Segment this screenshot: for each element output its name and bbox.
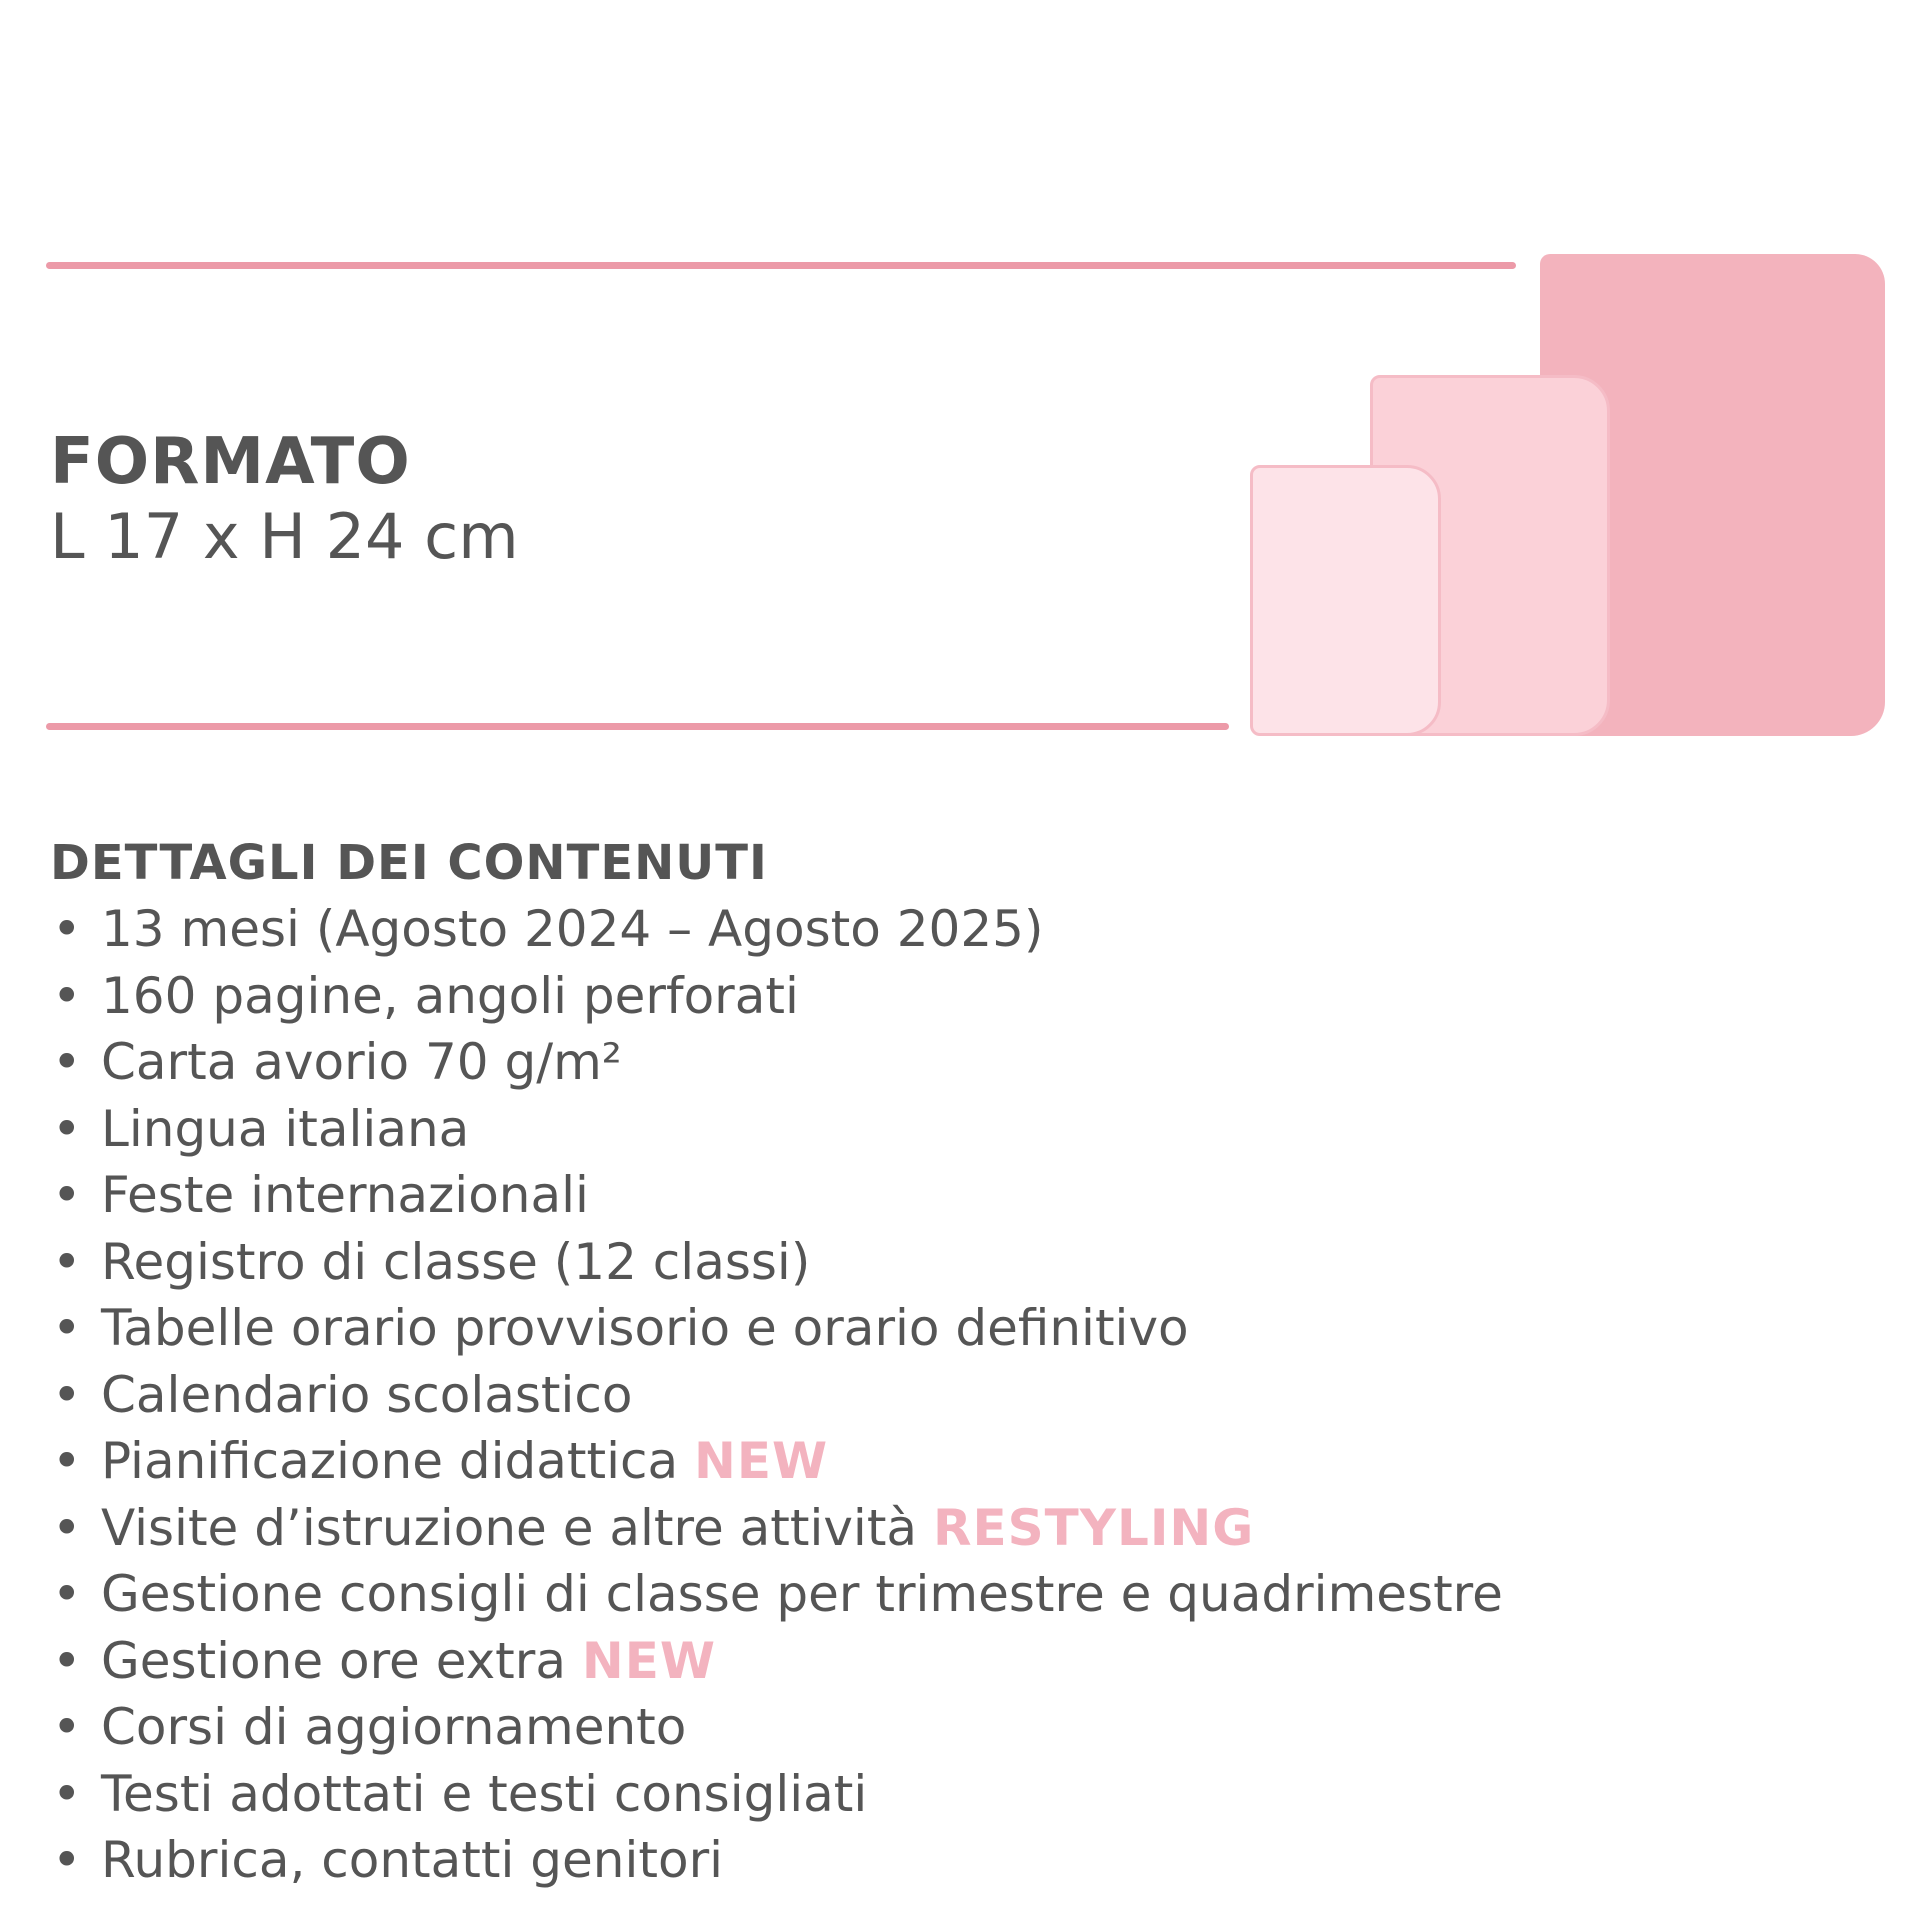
bullet-icon: •: [52, 1631, 82, 1690]
list-item: [50, 1827, 1890, 1894]
list-item-text: Calendario scolastico: [101, 1365, 633, 1424]
content-details-section: [50, 830, 1890, 1894]
list-item: [50, 1362, 1890, 1429]
paper-sizes-icon: [1250, 254, 1890, 738]
list-item-text: Tabelle orario provvisorio e orario definitivo: [101, 1299, 1189, 1357]
list-item: [50, 1229, 1890, 1296]
bullet-icon: •: [52, 1831, 82, 1889]
list-item-text: Corsi di aggiornamento: [101, 1698, 687, 1756]
list-item-text: Registro di classe (12 classi): [101, 1232, 811, 1291]
bullet-icon: •: [52, 1432, 82, 1490]
status-badge: NEW: [694, 1432, 829, 1490]
format-section: [50, 425, 519, 575]
list-item: [50, 1295, 1890, 1362]
bullet-icon: •: [52, 1033, 82, 1091]
list-item: [50, 963, 1890, 1030]
format-dimensions: L 17 x H 24 cm: [50, 500, 519, 573]
bottom-divider: [46, 723, 1229, 730]
list-item: [50, 1561, 1890, 1628]
list-item: [50, 1096, 1890, 1163]
list-item: [50, 1761, 1890, 1828]
list-item-text: 13 mesi (Agosto 2024 – Agosto 2025): [101, 900, 1044, 958]
list-item-text: Gestione ore extra: [101, 1631, 566, 1690]
list-item-text: Rubrica, contatti genitori: [101, 1831, 724, 1889]
status-badge: NEW: [581, 1631, 717, 1690]
list-item: [50, 1029, 1890, 1096]
list-item-text: Pianificazione didattica: [101, 1432, 679, 1490]
list-item: [50, 1694, 1890, 1761]
small-sheet-icon: [1250, 465, 1441, 736]
bullet-icon: •: [52, 966, 82, 1025]
list-item: [50, 896, 1890, 963]
bullet-icon: •: [52, 1166, 82, 1224]
details-title: DETTAGLI DEI CONTENUTI: [50, 835, 768, 891]
bullet-icon: •: [52, 1232, 82, 1291]
list-item-text: 160 pagine, angoli perforati: [101, 966, 799, 1025]
bullet-icon: •: [52, 900, 82, 958]
bullet-icon: •: [52, 1299, 82, 1357]
list-item-text: Lingua italiana: [101, 1099, 470, 1158]
bullet-icon: •: [52, 1099, 82, 1158]
details-list: [50, 896, 1890, 1894]
format-title: FORMATO: [50, 425, 411, 499]
status-badge: RESTYLING: [932, 1498, 1255, 1557]
bullet-icon: •: [52, 1365, 82, 1424]
list-item: [50, 1495, 1890, 1562]
list-item-text: Visite d’istruzione e altre attività: [101, 1498, 918, 1557]
bullet-icon: •: [52, 1764, 82, 1823]
list-item-text: Carta avorio 70 g/m²: [101, 1033, 622, 1091]
bullet-icon: •: [52, 1498, 82, 1557]
list-item-text: Feste internazionali: [101, 1166, 589, 1224]
bullet-icon: •: [52, 1698, 82, 1756]
list-item: [50, 1162, 1890, 1229]
list-item-text: Gestione consigli di classe per trimestre e quadrimestre: [101, 1565, 1503, 1623]
bullet-icon: •: [52, 1565, 82, 1623]
list-item: [50, 1628, 1890, 1695]
list-item: [50, 1428, 1890, 1495]
list-item-text: Testi adottati e testi consigliati: [101, 1764, 868, 1823]
